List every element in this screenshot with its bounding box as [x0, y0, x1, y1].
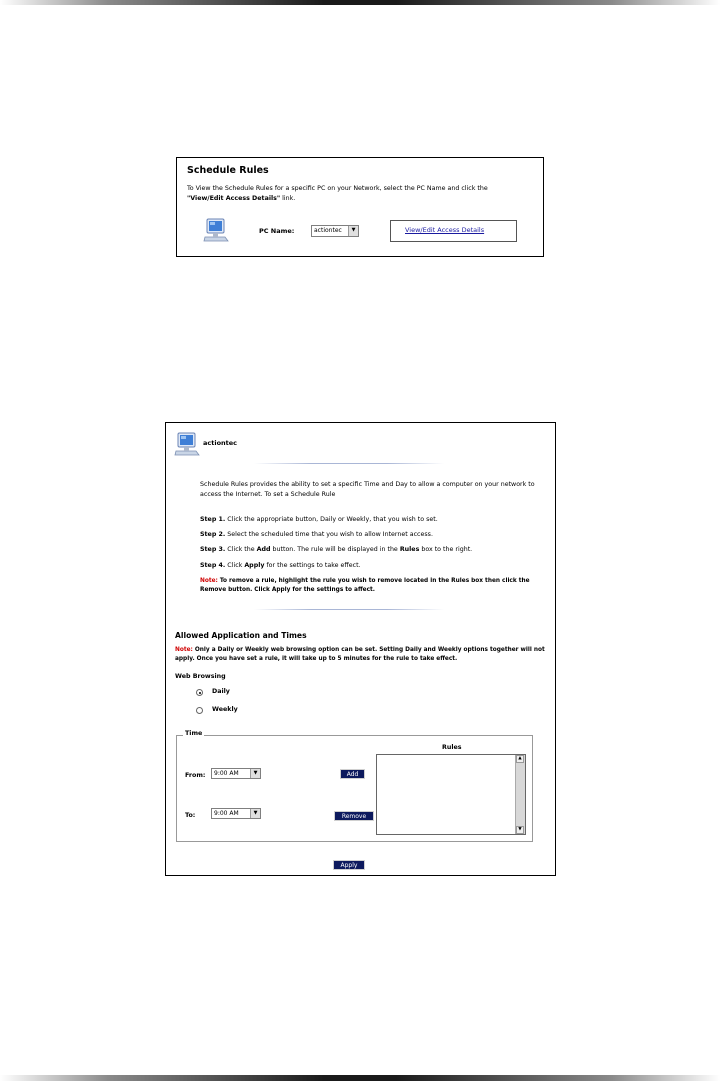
remove-rule-note	[200, 577, 545, 595]
pc-name-value: actiontec	[314, 227, 342, 234]
step-3	[200, 546, 472, 553]
step-text: box to the right.	[419, 546, 473, 553]
web-browsing-note	[175, 646, 547, 664]
rules-scrollbar[interactable]	[515, 755, 525, 834]
remove-button[interactable]: Remove	[334, 811, 374, 821]
add-button[interactable]: Add	[340, 769, 365, 779]
web-browsing-label: Web Browsing	[175, 673, 226, 680]
pc-name-select[interactable]	[311, 225, 359, 237]
step-label: Step 3.	[200, 546, 226, 553]
note-text: Only a Daily or Weekly web browsing option can be set. Setting Daily and Weekly options together will not apply. Once you have set a rule, it will take up to 5 minutes for the rule to take effect.	[175, 647, 545, 662]
step-text: Click	[225, 562, 245, 569]
computer-icon	[203, 217, 229, 243]
note-label: Note:	[175, 647, 193, 653]
step-2	[200, 531, 433, 538]
to-label: To:	[185, 812, 196, 819]
rules-listbox[interactable]	[376, 754, 526, 835]
to-time-value: 9:00 AM	[214, 810, 239, 817]
bottom-decorative-bar	[0, 1075, 720, 1081]
step-text: Click the	[225, 546, 257, 553]
view-edit-access-link[interactable]: View/Edit Access Details	[405, 226, 485, 234]
step-text: Click the appropriate button, Daily or Weekly, that you wish to set.	[225, 516, 438, 523]
arrow-up-icon[interactable]: ▲	[516, 755, 524, 763]
section-title: Allowed Application and Times	[175, 631, 307, 640]
description-bold: "View/Edit Access Details"	[187, 195, 281, 202]
chevron-down-icon[interactable]: ▼	[250, 809, 260, 818]
weekly-radio[interactable]	[196, 707, 203, 714]
pc-name-label: PC Name:	[259, 227, 295, 235]
step-label: Step 1.	[200, 516, 226, 523]
step-label: Step 4.	[200, 562, 226, 569]
arrow-down-icon[interactable]: ▼	[516, 826, 524, 834]
view-edit-box	[390, 220, 517, 242]
apply-button[interactable]: Apply	[333, 860, 365, 870]
daily-radio-label[interactable]: Daily	[212, 688, 230, 695]
description-tail: link.	[280, 195, 296, 202]
step-1	[200, 516, 438, 523]
separator	[254, 609, 444, 610]
rules-label: Rules	[442, 744, 462, 751]
step-4	[200, 562, 361, 569]
weekly-radio-label[interactable]: Weekly	[212, 706, 238, 713]
description-text: To View the Schedule Rules for a specific PC on your Network, select the PC Name and click the	[187, 185, 488, 192]
note-label: Note:	[200, 578, 218, 584]
schedule-rules-panel	[176, 157, 544, 257]
from-label: From:	[185, 772, 206, 779]
step-bold: Apply	[244, 562, 265, 569]
separator	[254, 463, 444, 464]
computer-icon	[174, 431, 200, 457]
panel-title: Schedule Rules	[187, 165, 269, 176]
time-fieldset	[176, 730, 533, 842]
panel-description	[187, 184, 537, 204]
step-bold: Rules	[399, 546, 420, 553]
chevron-down-icon[interactable]: ▼	[348, 226, 358, 236]
intro-text: Schedule Rules provides the ability to set a specific Time and Day to allow a computer on your network to access the Internet. To set a Schedule Rule	[200, 481, 535, 498]
from-time-select[interactable]	[211, 768, 261, 779]
daily-radio[interactable]	[196, 689, 203, 696]
pc-name-heading: actiontec	[203, 439, 238, 447]
chevron-down-icon[interactable]: ▼	[250, 769, 260, 778]
schedule-rules-detail-panel	[165, 422, 556, 876]
step-bold: Add	[256, 546, 271, 553]
top-decorative-bar	[0, 0, 720, 5]
step-text: button. The rule will be displayed in the	[270, 546, 400, 553]
time-legend: Time	[185, 730, 203, 737]
step-label: Step 2.	[200, 531, 226, 538]
note-text: To remove a rule, highlight the rule you wish to remove located in the Rules box then click the Remove button. Click Apply for the settings to affect.	[200, 578, 530, 593]
step-text: for the settings to take effect.	[264, 562, 361, 569]
step-text: Select the scheduled time that you wish to allow Internet access.	[225, 531, 433, 538]
from-time-value: 9:00 AM	[214, 770, 239, 777]
to-time-select[interactable]	[211, 808, 261, 819]
